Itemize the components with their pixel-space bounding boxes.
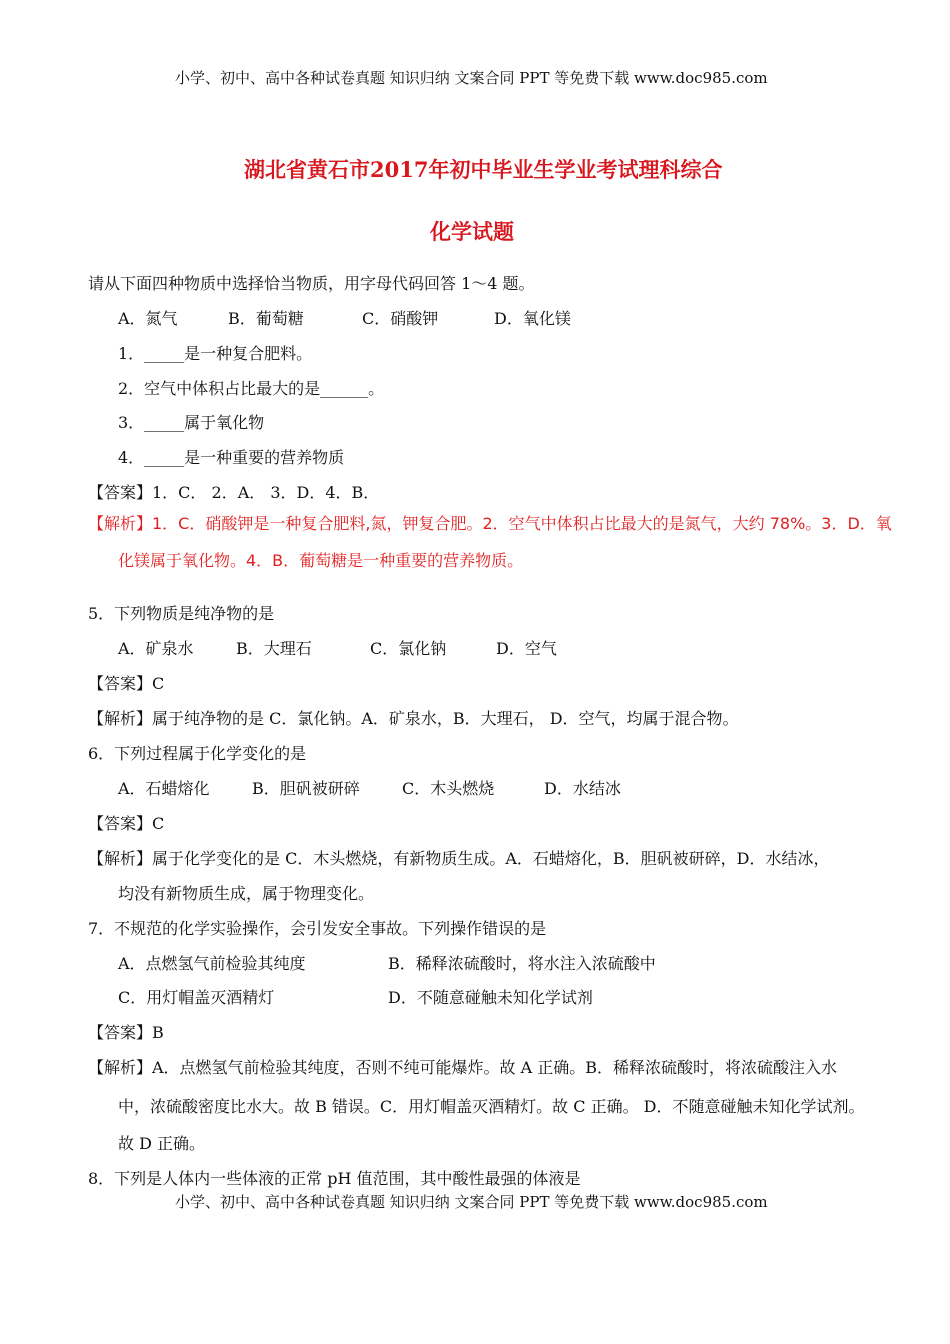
group-options xyxy=(118,309,571,329)
group-analysis-line2: 化镁属于氧化物。4．B．葡萄糖是一种重要的营养物质。 xyxy=(118,551,524,570)
group-analysis-line1: 【解析】1．C．硝酸钾是一种复合肥料,氮，钾复合肥。2．空气中体积占比最大的是氮气，大约 78%。3．D．氧 xyxy=(88,514,892,533)
q6-option-a: A．石蜡熔化 xyxy=(118,779,210,798)
group-answer: 【答案】1．C． 2．A． 3．D．4．B． xyxy=(88,483,380,502)
q5-analysis: 【解析】属于纯净物的是 C．氯化钠。A．矿泉水，B．大理石， D．空气，均属于混合物。 xyxy=(88,709,739,728)
q7-stem: 7．不规范的化学实验操作，会引发安全事故。下列操作错误的是 xyxy=(88,919,547,938)
q7-option-b: B．稀释浓硫酸时，将水注入浓硫酸中 xyxy=(388,954,656,973)
page-footer: 小学、初中、高中各种试卷真题 知识归纳 文案合同 PPT 等免费下载 www.doc985.com xyxy=(175,1193,768,1211)
q5-stem: 5．下列物质是纯净物的是 xyxy=(88,604,275,623)
option-c: C．硝酸钾 xyxy=(362,309,439,328)
q6-option-c: C．木头燃烧 xyxy=(402,779,495,798)
q6-option-d: D．水结冰 xyxy=(544,779,621,798)
option-b: B．葡萄糖 xyxy=(228,309,304,328)
page-subtitle: 化学试题 xyxy=(430,219,514,244)
sub-question-4: 4．_____是一种重要的营养物质 xyxy=(118,448,345,467)
q6-options xyxy=(118,779,621,799)
q6-answer: 【答案】C xyxy=(88,814,165,833)
sub-question-2: 2．空气中体积占比最大的是______。 xyxy=(118,379,385,398)
q6-option-b: B．胆矾被研碎 xyxy=(252,779,360,798)
q6-stem: 6．下列过程属于化学变化的是 xyxy=(88,744,307,763)
q5-option-a: A．矿泉水 xyxy=(118,639,194,658)
q6-analysis-line2: 均没有新物质生成，属于物理变化。 xyxy=(118,884,375,903)
sub-question-3: 3．_____属于氧化物 xyxy=(118,413,265,432)
q5-option-b: B．大理石 xyxy=(236,639,312,658)
page-header: 小学、初中、高中各种试卷真题 知识归纳 文案合同 PPT 等免费下载 www.doc985.com xyxy=(175,69,768,87)
q7-analysis-line1: 【解析】A．点燃氢气前检验其纯度，否则不纯可能爆炸。故 A 正确。B．稀释浓硫酸时，将浓硫酸注入水 xyxy=(88,1058,838,1077)
option-a: A．氮气 xyxy=(118,309,178,328)
page-title: 湖北省黄石市2017年初中毕业生学业考试理科综合 xyxy=(244,157,723,182)
option-d: D．氧化镁 xyxy=(494,309,571,328)
q7-analysis-line2: 中，浓硫酸密度比水大。故 B 错误。C．用灯帽盖灭酒精灯。故 C 正确。 D．不随意碰触未知化学试剂。 xyxy=(118,1097,865,1116)
q5-options xyxy=(118,639,557,659)
sub-question-1: 1．_____是一种复合肥料。 xyxy=(118,344,313,363)
intro-text: 请从下面四种物质中选择恰当物质，用字母代码回答 1～4 题。 xyxy=(88,274,535,293)
q7-analysis-line3: 故 D 正确。 xyxy=(118,1134,206,1153)
q6-analysis-line1: 【解析】属于化学变化的是 C．木头燃烧，有新物质生成。A．石蜡熔化，B．胆矾被研碎，D．水结冰， xyxy=(88,849,830,868)
q7-option-c: C．用灯帽盖灭酒精灯 xyxy=(118,988,275,1007)
q7-option-d: D．不随意碰触未知化学试剂 xyxy=(388,988,593,1007)
q5-answer: 【答案】C xyxy=(88,674,165,693)
q5-option-d: D．空气 xyxy=(496,639,557,658)
q8-stem: 8．下列是人体内一些体液的正常 pH 值范围，其中酸性最强的体液是 xyxy=(88,1169,581,1188)
q7-option-a: A．点燃氢气前检验其纯度 xyxy=(118,954,306,973)
q5-option-c: C．氯化钠 xyxy=(370,639,447,658)
q7-answer: 【答案】B xyxy=(88,1023,164,1042)
